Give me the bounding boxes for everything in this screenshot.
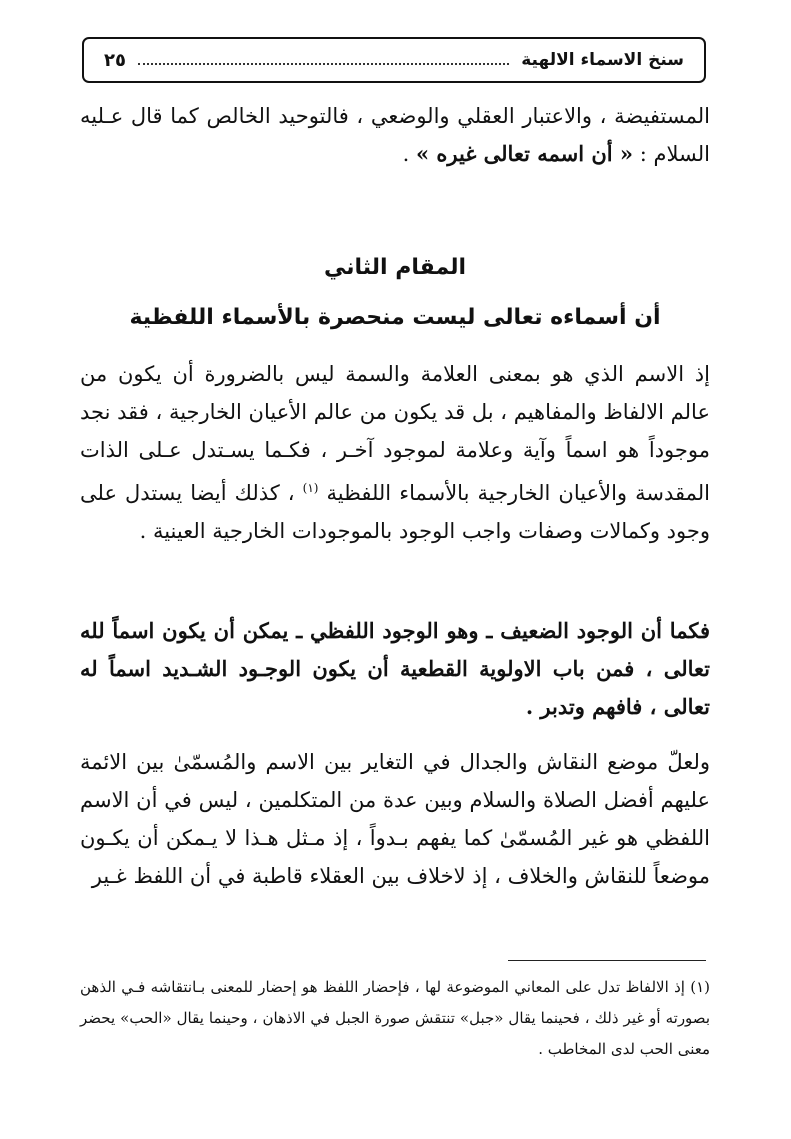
paragraph-2-bold: فكما أن الوجود الضعيف ـ وهو الوجود اللفظي ـ يمكن أن يكون اسماً لله تعالى ، فمن باب الاولوية القطعية أن يكون الوجـود الشـديد اسماً له تعالى ، فافهم وتدبر . — [80, 618, 710, 719]
paragraph-1 — [80, 355, 710, 550]
footnote-reference: (١) — [302, 481, 319, 495]
section-title: المقام الثاني — [324, 255, 466, 280]
page-number: ٢٥ — [104, 49, 126, 71]
intro-text: المستفيضة ، والاعتبار العقلي والوضعي ، فالتوحيد الخالص كما قال عـليه السلام : — [80, 104, 710, 166]
intro-paragraph — [80, 97, 710, 173]
paragraph-3: ولعلّ موضع النقاش والجدال في التغاير بين الاسم والمُسمّىٰ بين الائمة عليهم أفضل الصلاة والسلام وبين عدة من المتكلمين ، ليس في أن الاسم اللفظي هو غير المُسمّىٰ كما يفهم بـدواً ، إذ مـثل هـذا لا يـمكن أن يكـون موضعاً للنقاش والخلاف ، إذ لاخلاف بين العقلاء قاطبة في أن اللفظ غـير — [80, 750, 710, 888]
paragraph-1-text-after: ، كذلك أيضا يستدل على وجود وكمالات وصفات واجب الوجود بالموجودات الخارجية العينية . — [80, 481, 710, 543]
header-dot-leader — [138, 63, 509, 65]
footnote-separator — [508, 960, 706, 961]
running-header — [82, 37, 706, 83]
running-header-title: سنخ الاسماء الالهية — [521, 50, 684, 70]
footnote: (١) إذ الالفاظ تدل على المعاني الموضوعة لها ، فإحضار اللفظ هو إحضار للمعنى بـانتقاشه فـي الذهن بصورته أو غير ذلك ، فحينما يقال «جبل» تنتقش صورة الجبل في الاذهان ، وحينما يقال «الحب» يحضر معنى الحب لدى المخاطب . — [80, 978, 710, 1058]
intro-quote: « أن اسمه تعالى غيره » — [415, 141, 634, 166]
intro-end: . — [402, 142, 416, 166]
paragraph-1-text: إذ الاسم الذي هو بمعنى العلامة والسمة ليس بالضرورة أن يكون من عالم الالفاظ والمفاهيم ، بل قد يكون من عالم الأعيان الخارجية ، فقد نجد موجوداً هو اسماً وآية وعلامة لموجود آخـر ، فكـما يسـتدل عـلى الذات المقدسة والأعيان الخارجية بالأسماء اللفظية — [80, 362, 710, 505]
section-subtitle: أن أسماءه تعالى ليست منحصرة بالأسماء اللفظية — [129, 305, 661, 330]
